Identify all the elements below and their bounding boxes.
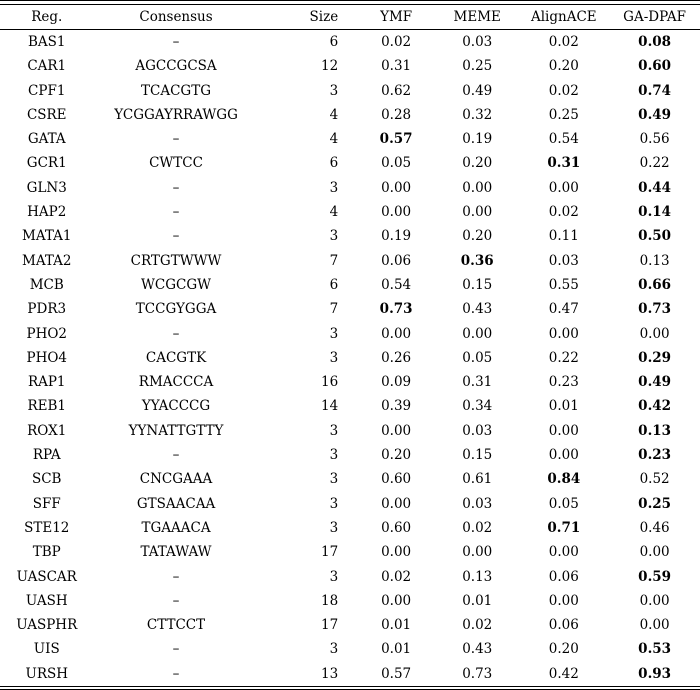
cell-gadpaf: 0.14	[638, 204, 672, 221]
cell-reg: CPF1	[28, 82, 66, 99]
cell-meme: 0.03	[462, 422, 493, 439]
table-row	[0, 467, 700, 491]
cell-ymf: 0.00	[381, 495, 412, 512]
cell-gadpaf: 0.25	[638, 495, 672, 512]
cell-alignace: 0.22	[548, 349, 579, 366]
cell-meme: 0.20	[462, 228, 493, 245]
cell-gadpaf: 0.00	[639, 617, 670, 634]
cell-gadpaf: 0.50	[638, 228, 672, 245]
cell-alignace: 0.03	[548, 252, 579, 269]
cell-size: 7	[329, 252, 339, 269]
cell-consensus: CTTCCT	[146, 617, 206, 634]
cell-alignace: 0.25	[548, 106, 579, 123]
cell-size: 3	[329, 519, 339, 536]
cell-ymf: 0.00	[381, 179, 412, 196]
cell-size: 17	[321, 617, 339, 634]
cell-ymf: 0.28	[381, 106, 412, 123]
cell-alignace: 0.02	[548, 204, 579, 221]
table-row	[0, 79, 700, 103]
cell-alignace: 0.31	[547, 155, 581, 172]
cell-ymf: 0.02	[381, 568, 412, 585]
cell-consensus: –	[172, 179, 180, 196]
cell-reg: GCR1	[26, 155, 67, 172]
table-row	[0, 297, 700, 321]
cell-meme: 0.20	[462, 155, 493, 172]
cell-consensus: TGAAACA	[141, 519, 211, 536]
cell-alignace: 0.00	[548, 179, 579, 196]
cell-size: 6	[329, 34, 339, 50]
cell-ymf: 0.02	[381, 34, 412, 50]
cell-alignace: 0.06	[548, 617, 579, 634]
header-size: Size	[259, 5, 343, 30]
table-row	[0, 370, 700, 394]
cell-alignace: 0.23	[548, 374, 579, 391]
cell-reg: SCB	[31, 471, 62, 488]
table-row	[0, 322, 700, 346]
header-row	[0, 5, 700, 30]
cell-alignace: 0.06	[548, 568, 579, 585]
cell-consensus: GTSAACAA	[136, 495, 216, 512]
bottom-rule-row	[0, 687, 700, 690]
cell-alignace: 0.54	[548, 131, 579, 148]
cell-ymf: 0.54	[381, 276, 412, 293]
cell-reg: RAP1	[27, 374, 66, 391]
cell-consensus: –	[172, 228, 180, 245]
cell-ymf: 0.60	[381, 471, 412, 488]
table-row	[0, 589, 700, 613]
cell-gadpaf: 0.53	[638, 641, 672, 658]
cell-reg: UASH	[25, 592, 68, 609]
cell-reg: GATA	[27, 131, 66, 148]
cell-ymf: 0.73	[379, 301, 413, 318]
cell-reg: PDR3	[27, 301, 67, 318]
cell-size: 3	[329, 422, 339, 439]
cell-ymf: 0.09	[381, 374, 412, 391]
cell-gadpaf: 0.08	[638, 34, 672, 50]
table-row	[0, 224, 700, 248]
cell-size: 3	[329, 641, 339, 658]
table-row	[0, 103, 700, 127]
table-header	[0, 1, 700, 30]
table-row	[0, 273, 700, 297]
table-footer	[0, 687, 700, 690]
cell-ymf: 0.00	[381, 204, 412, 221]
cell-size: 3	[329, 495, 339, 512]
cell-gadpaf: 0.49	[638, 106, 672, 123]
cell-size: 12	[321, 58, 339, 75]
cell-consensus: –	[172, 204, 180, 221]
cell-consensus: CRTGTWWW	[130, 252, 222, 269]
table-row	[0, 176, 700, 200]
cell-ymf: 0.00	[381, 422, 412, 439]
cell-ymf: 0.00	[381, 592, 412, 609]
cell-reg: MATA2	[22, 252, 72, 269]
cell-gadpaf: 0.00	[639, 592, 670, 609]
cell-consensus: CWTCC	[149, 155, 203, 172]
cell-reg: ROX1	[27, 422, 67, 439]
cell-size: 17	[321, 544, 339, 561]
cell-gadpaf: 0.60	[638, 58, 672, 75]
cell-consensus: TCACGTG	[141, 82, 212, 99]
cell-consensus: TCCGYGGA	[135, 301, 217, 318]
table-row	[0, 613, 700, 637]
cell-consensus: –	[172, 34, 180, 50]
table-row	[0, 200, 700, 224]
cell-gadpaf: 0.44	[638, 179, 672, 196]
cell-consensus: TATAWAW	[140, 544, 212, 561]
cell-size: 3	[329, 447, 339, 464]
table-row	[0, 565, 700, 589]
cell-reg: SFF	[32, 495, 61, 512]
cell-gadpaf: 0.29	[638, 349, 672, 366]
cell-size: 3	[329, 568, 339, 585]
cell-meme: 0.61	[462, 471, 493, 488]
cell-alignace: 0.71	[547, 519, 581, 536]
cell-reg: MCB	[29, 276, 64, 293]
cell-alignace: 0.20	[548, 58, 579, 75]
cell-ymf: 0.01	[381, 641, 412, 658]
cell-reg: UASCAR	[16, 568, 77, 585]
table-row	[0, 540, 700, 564]
cell-alignace: 0.00	[548, 544, 579, 561]
cell-size: 7	[329, 301, 339, 318]
cell-meme: 0.03	[462, 495, 493, 512]
header-alignace: AlignACE	[518, 5, 609, 30]
cell-alignace: 0.02	[548, 34, 579, 50]
cell-ymf: 0.19	[381, 228, 412, 245]
cell-consensus: –	[172, 665, 180, 682]
table-row	[0, 443, 700, 467]
cell-alignace: 0.42	[548, 665, 579, 682]
cell-meme: 0.00	[462, 204, 493, 221]
cell-meme: 0.05	[462, 349, 493, 366]
cell-gadpaf: 0.46	[639, 519, 670, 536]
cell-consensus: –	[172, 592, 180, 609]
cell-size: 3	[329, 349, 339, 366]
table-row	[0, 492, 700, 516]
cell-gadpaf: 0.22	[639, 155, 670, 172]
cell-gadpaf: 0.66	[638, 276, 672, 293]
cell-consensus: YYACCCG	[141, 398, 211, 415]
cell-size: 3	[329, 325, 339, 342]
cell-gadpaf: 0.42	[638, 398, 672, 415]
cell-gadpaf: 0.23	[638, 447, 672, 464]
cell-ymf: 0.39	[381, 398, 412, 415]
table-row	[0, 637, 700, 661]
cell-alignace: 0.05	[548, 495, 579, 512]
cell-meme: 0.13	[462, 568, 493, 585]
cell-meme: 0.02	[462, 519, 493, 536]
cell-alignace: 0.00	[548, 325, 579, 342]
header-gadpaf: GA-DPAF	[609, 5, 700, 30]
cell-reg: PHO2	[26, 325, 67, 342]
cell-alignace: 0.20	[548, 641, 579, 658]
cell-size: 14	[321, 398, 339, 415]
cell-meme: 0.00	[462, 179, 493, 196]
cell-ymf: 0.31	[381, 58, 412, 75]
cell-reg: HAP2	[27, 204, 67, 221]
cell-meme: 0.01	[462, 592, 493, 609]
cell-alignace: 0.01	[548, 398, 579, 415]
header-meme: MEME	[436, 5, 518, 30]
cell-size: 3	[329, 471, 339, 488]
cell-reg: CSRE	[26, 106, 67, 123]
cell-reg: RPA	[32, 447, 61, 464]
cell-meme: 0.15	[462, 447, 493, 464]
cell-alignace: 0.84	[547, 471, 581, 488]
cell-size: 4	[329, 131, 339, 148]
cell-meme: 0.00	[462, 544, 493, 561]
cell-reg: GLN3	[26, 179, 67, 196]
cell-size: 6	[329, 155, 339, 172]
cell-consensus: RMACCCA	[138, 374, 214, 391]
cell-size: 3	[329, 179, 339, 196]
header-reg: Reg.	[0, 5, 93, 30]
cell-gadpaf: 0.00	[639, 544, 670, 561]
cell-gadpaf: 0.74	[638, 82, 672, 99]
cell-size: 13	[321, 665, 339, 682]
cell-consensus: –	[172, 641, 180, 658]
cell-reg: UASPHR	[16, 617, 78, 634]
cell-consensus: YCGGAYRRAWGG	[114, 106, 238, 123]
cell-ymf: 0.62	[381, 82, 412, 99]
table-row	[0, 394, 700, 418]
cell-ymf: 0.06	[381, 252, 412, 269]
cell-gadpaf: 0.59	[638, 568, 672, 585]
cell-reg: URSH	[25, 665, 69, 682]
table-body	[0, 30, 700, 687]
cell-ymf: 0.05	[381, 155, 412, 172]
cell-gadpaf: 0.49	[638, 374, 672, 391]
cell-reg: STE12	[24, 519, 70, 536]
cell-meme: 0.31	[462, 374, 493, 391]
cell-ymf: 0.00	[381, 544, 412, 561]
cell-gadpaf: 0.93	[638, 665, 672, 682]
cell-reg: MATA1	[22, 228, 72, 245]
cell-reg: CAR1	[27, 58, 67, 75]
cell-ymf: 0.20	[381, 447, 412, 464]
table-row	[0, 419, 700, 443]
cell-consensus: –	[172, 325, 180, 342]
cell-reg: TBP	[32, 544, 61, 561]
cell-meme: 0.43	[462, 641, 493, 658]
table-row	[0, 30, 700, 55]
cell-meme: 0.00	[462, 325, 493, 342]
table-row	[0, 346, 700, 370]
cell-meme: 0.03	[462, 34, 493, 50]
cell-gadpaf: 0.73	[638, 301, 672, 318]
cell-meme: 0.25	[462, 58, 493, 75]
cell-gadpaf: 0.00	[639, 325, 670, 342]
cell-gadpaf: 0.13	[638, 422, 672, 439]
cell-alignace: 0.47	[548, 301, 579, 318]
cell-meme: 0.36	[460, 252, 494, 269]
cell-consensus: –	[172, 131, 180, 148]
header-ymf: YMF	[342, 5, 436, 30]
cell-meme: 0.02	[462, 617, 493, 634]
table-row	[0, 151, 700, 175]
cell-reg: PHO4	[26, 349, 67, 366]
cell-consensus: –	[172, 447, 180, 464]
cell-alignace: 0.00	[548, 592, 579, 609]
cell-meme: 0.73	[462, 665, 493, 682]
cell-gadpaf: 0.13	[639, 252, 670, 269]
cell-consensus: WCGCGW	[141, 276, 212, 293]
cell-meme: 0.43	[462, 301, 493, 318]
cell-ymf: 0.57	[379, 131, 413, 148]
table-row	[0, 516, 700, 540]
cell-size: 6	[329, 276, 339, 293]
cell-gadpaf: 0.56	[639, 131, 670, 148]
header-consensus: Consensus	[93, 5, 258, 30]
cell-ymf: 0.26	[381, 349, 412, 366]
cell-ymf: 0.57	[381, 665, 412, 682]
table-row	[0, 54, 700, 78]
table-row	[0, 662, 700, 687]
cell-reg: BAS1	[27, 34, 66, 50]
table-row	[0, 127, 700, 151]
cell-ymf: 0.01	[381, 617, 412, 634]
cell-reg: REB1	[27, 398, 66, 415]
cell-consensus: CACGTK	[145, 349, 207, 366]
cell-meme: 0.34	[462, 398, 493, 415]
cell-size: 18	[321, 592, 339, 609]
cell-size: 3	[329, 228, 339, 245]
cell-consensus: YYNATTGTTY	[128, 422, 224, 439]
cell-meme: 0.19	[462, 131, 493, 148]
cell-size: 16	[321, 374, 339, 391]
cell-alignace: 0.00	[548, 422, 579, 439]
cell-alignace: 0.00	[548, 447, 579, 464]
table-row	[0, 249, 700, 273]
cell-meme: 0.15	[462, 276, 493, 293]
cell-alignace: 0.02	[548, 82, 579, 99]
cell-ymf: 0.60	[381, 519, 412, 536]
cell-ymf: 0.00	[381, 325, 412, 342]
cell-size: 4	[329, 106, 339, 123]
cell-consensus: AGCCGCSA	[135, 58, 217, 75]
cell-meme: 0.49	[462, 82, 493, 99]
cell-alignace: 0.11	[548, 228, 579, 245]
cell-size: 4	[329, 204, 339, 221]
cell-alignace: 0.55	[548, 276, 579, 293]
cell-size: 3	[329, 82, 339, 99]
cell-reg: UIS	[33, 641, 60, 658]
cell-consensus: CNCGAAA	[139, 471, 213, 488]
cell-meme: 0.32	[462, 106, 493, 123]
cell-consensus: –	[172, 568, 180, 585]
cell-gadpaf: 0.52	[639, 471, 670, 488]
